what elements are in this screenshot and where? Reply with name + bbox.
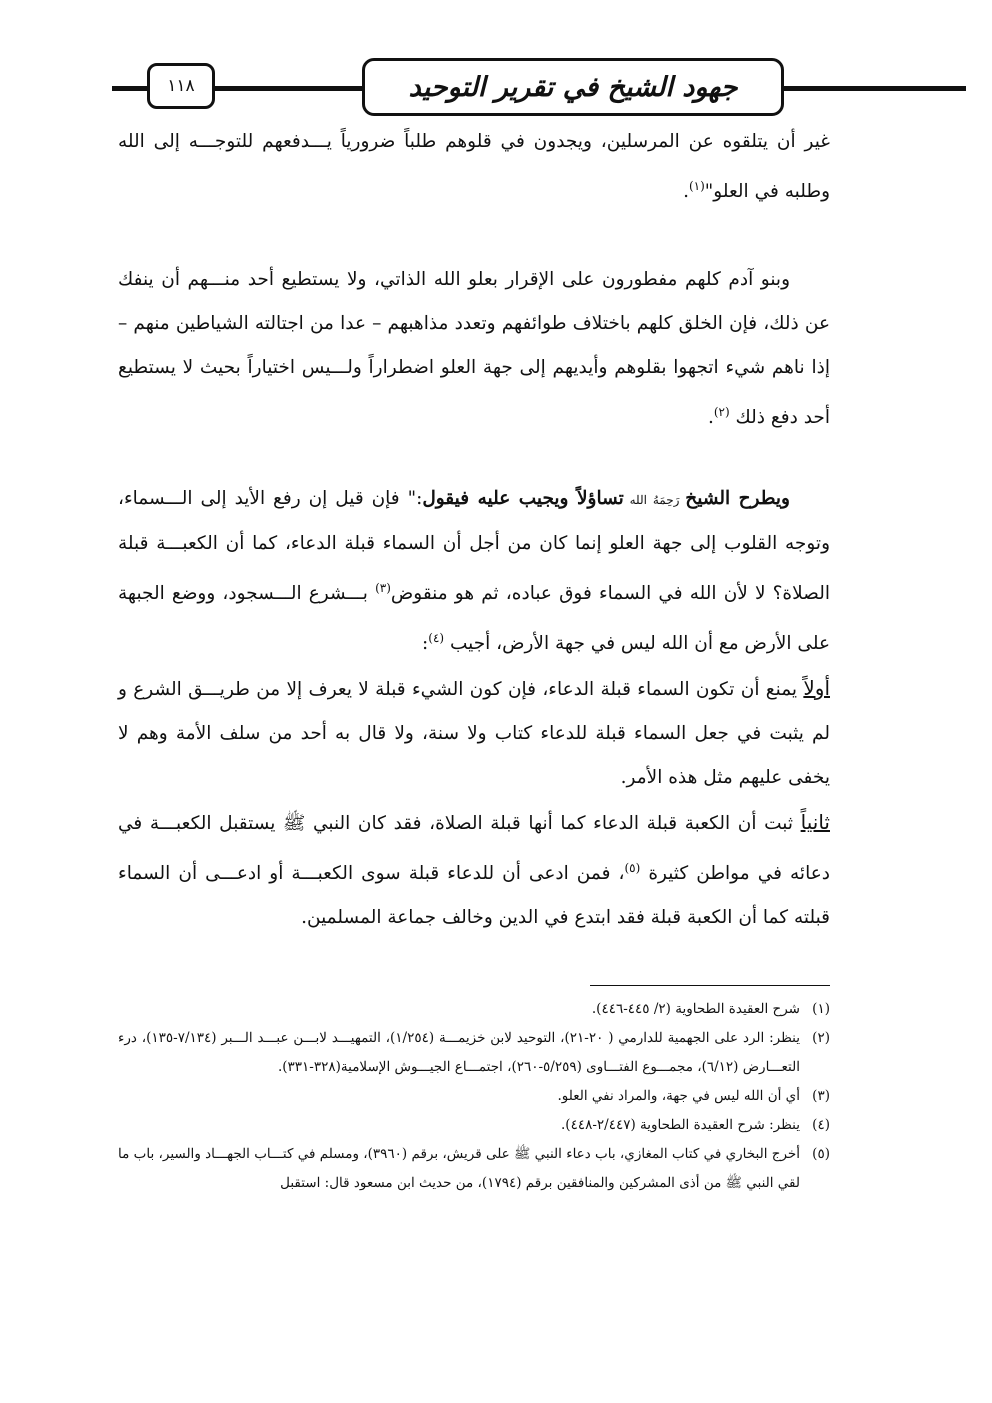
footnote-ref-2: (٢) [713,405,730,419]
footnote-ref-1: (١) [688,179,705,193]
point-first-label: أولاً [803,676,830,701]
footnote-number: (٢) [812,1030,830,1046]
footnote-text: ينظر: الرد على الجهمية للدارمي ( ٢٠-٢١)، التوحيد لابن خزيمـــة (١/٢٥٤)، التمهيـــد لابـــن عبـــد الـــبر (٧/١٣٤-١٣٥)، درء التعـــارض (٦/١٢)، مجمـــوع الفتـــاوى (٥/٢٥٩-٢٦٠)، اجتمـــاع الجيـــوش الإسلامية(٣٢٨-٣٣١). [118,1030,801,1075]
p3-text-1: :" فإن قيل إن رفع الأيد إلى الـــسماء، وتوجه القلوب إلى جهة العلو إنما كان من أجل أن السماء قبلة الدعاء، كما أن الكعبـــة قبلة الصلاة؟ لا لأن الله في السماء فوق عباده، ثم هو منقوض [118,488,830,605]
footnote-separator [590,985,830,986]
p3-text-2: بـــشرع الـــسجود، ووضع الجبهة على الأرض مع أن الله ليس في جهة الأرض، أجيب [118,583,830,655]
paragraph-3 [118,477,830,940]
p3-bold-lead: ويطرح الشيخ [685,488,790,509]
footnote [118,995,830,1024]
header-rule-right [780,86,966,91]
footnote-text: ينظر: شرح العقيدة الطحاوية (٢/٤٤٧-٤٤٨). [561,1117,800,1133]
p1-end: . [683,181,689,203]
p2-text: وبنو آدم كلهم مفطورون على الإقرار بعلو الله الذاتي، ولا يستطيع أحد منـــهم أن ينفك عن ذلك، فإن الخلق كلهم باختلاف طوائفهم وتعدد مذاهبهم – عدا من اجتالته الشياطين منهم – إذا ناهم شيء اتجهوا بقلوهم وأيديهم إلى جهة العلو اضطراراً ولـــيس اختياراً بحيث لا يستطيع أحد دفع ذلك [118,269,830,429]
page-number: ١١٨ [147,63,215,109]
header-rule-middle [214,86,364,91]
footnote-ref-5: (٥) [624,861,641,876]
paragraph-2 [118,258,830,440]
point-second-text-2: ، فمن ادعى أن للدعاء قبلة سوى الكعبـــة أو ادعـــى أن السماء قبلته كما أن الكعبة قبلة فقد ابتدع في الدين وخالف جماعة المسلمين. [118,863,830,929]
point-second-text-1: ثبت أن الكعبة قبلة الدعاء كما أنها قبلة الصلاة، فقد كان النبي ﷺ يستقبل الكعبـــة في دعائه في مواطن كثيرة [118,813,830,885]
footnote-ref-4: (٤) [428,631,445,646]
honorific: رَحِمَهُ الله [623,493,686,507]
point-first-text: يمنع أن تكون السماء قبلة الدعاء، فإن كون الشيء قبلة لا يعرف إلا من طريـــق الشرع و لم يثبت في جعل السماء قبلة للدعاء كتاب ولا سنة، ولا قال به أحد من سلف الأمة وهم لا يخفى عليهم مثل هذه الأمر. [118,679,830,789]
footnote [118,1111,830,1140]
footnotes [118,995,830,1198]
footnote-text: أخرج البخاري في كتاب المغازي، باب دعاء النبي ﷺ على قريش، برقم (٣٩٦٠)، ومسلم في كتـــاب الجهـــاد والسير، باب ما لقي النبي ﷺ من أذى المشركين والمنافقين برقم (١٧٩٤)، من حديث ابن مسعود قال: استقبل [118,1146,801,1191]
footnote-ref-3: (٣) [375,581,391,595]
running-title: جهود الشيخ في تقرير التوحيد [362,58,784,116]
point-second-label: ثانياً [800,810,830,835]
footnote [118,1024,830,1082]
p2-end: . [707,407,714,429]
p1-text: غير أن يتلقوه عن المرسلين، ويجدون في قلوهم طلباً ضرورياً يـــدفعهم للتوجـــه إلى الله وطلبه في العلو" [118,131,830,203]
p3-end: : [422,633,429,655]
p3-bold-question: تساؤلاً ويجيب عليه فيقول [422,488,624,509]
footnote [118,1082,830,1111]
footnote-number: (١) [812,1001,830,1017]
footnote-text: أي أن الله ليس في جهة، والمراد نفي العلو. [557,1088,800,1104]
footnote-number: (٤) [812,1117,830,1133]
paragraph-1 [118,120,830,214]
header-rule-left [112,86,152,91]
footnote [118,1140,830,1198]
footnote-number: (٥) [812,1146,830,1162]
footnote-number: (٣) [812,1088,830,1104]
footnote-text: شرح العقيدة الطحاوية (٢/ ٤٤٥-٤٤٦). [591,1001,800,1017]
